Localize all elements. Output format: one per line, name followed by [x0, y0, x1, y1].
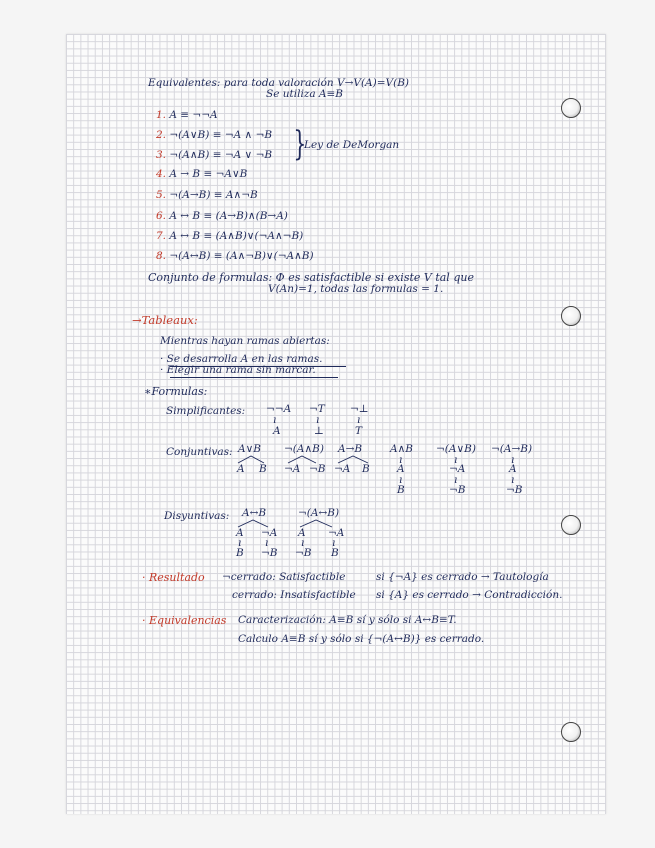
conj-bottom: ¬B: [506, 484, 523, 496]
conj-mid: ¬A: [449, 463, 466, 475]
disy-r1: ¬A: [261, 527, 278, 539]
conjunto-line-2: V(An)=1, todas las formulas = 1.: [268, 283, 444, 295]
tree-edge: ı: [399, 454, 403, 466]
binder-hole-1: [561, 98, 581, 118]
tableaux-bullet-2: · Elegir una rama sin marcar.: [160, 364, 316, 376]
tree-edge: ı: [399, 474, 403, 486]
disyuntivas-label: Disyuntivas:: [164, 510, 230, 522]
resultado-line-2a: cerrado: Insatisfactible: [232, 589, 356, 601]
conj-right: B: [259, 463, 267, 475]
conj-top: A→B: [338, 443, 363, 455]
equivalencias-bullet: · Equivalencias: [142, 614, 227, 627]
eq-number: 7.: [156, 230, 167, 242]
simp-top: ¬⊥: [350, 403, 369, 415]
conj-right: B: [362, 463, 370, 475]
tree-edge: ı: [316, 414, 320, 426]
simp-bottom: ⊥: [314, 425, 324, 437]
conj-mid: A: [509, 463, 517, 475]
tree-edge: ı: [357, 414, 361, 426]
eq-formula: ¬(A↔B) ≡ (A∧¬B)∨(¬A∧B): [169, 250, 314, 262]
simp-top: ¬T: [309, 403, 325, 415]
eq-number: 4.: [156, 168, 167, 180]
underline: [170, 377, 338, 378]
disy-l2: ¬B: [295, 547, 312, 559]
tree-edge: ı: [301, 537, 305, 549]
conjunto-line-1: Conjunto de formulas: Φ es satisfactible si existe V tal que: [148, 271, 474, 284]
eq-formula: A ≡ ¬¬A: [169, 109, 218, 121]
disy-top: A↔B: [242, 507, 267, 519]
disy-top: ¬(A↔B): [298, 507, 340, 519]
conjuntivas-label: Conjuntivas:: [166, 446, 233, 458]
tree-edge: ı: [265, 537, 269, 549]
eq-formula: ¬(A→B) ≡ A∧¬B: [169, 189, 258, 201]
eq-number: 1.: [156, 109, 167, 121]
eq-number: 5.: [156, 189, 167, 201]
formulas-title: ∗Formulas:: [144, 385, 208, 398]
tree-edge: ı: [238, 537, 242, 549]
eq-formula: ¬(A∧B) ≡ ¬A ∨ ¬B: [169, 149, 273, 161]
tree-edge: ı: [511, 454, 515, 466]
disy-l1: A: [298, 527, 306, 539]
conj-mid: A: [397, 463, 405, 475]
tree-edge: ı: [454, 474, 458, 486]
conj-top: ¬(A∨B): [436, 443, 476, 455]
binder-hole-2: [561, 306, 581, 326]
conj-top: ¬(A→B): [491, 443, 533, 455]
simp-bottom: A: [273, 425, 281, 437]
eq-number: 6.: [156, 210, 167, 222]
conj-top: ¬(A∧B): [284, 443, 324, 455]
disy-l1: A: [236, 527, 244, 539]
mientras-text: Mientras hayan ramas abiertas:: [160, 335, 330, 347]
disy-l2: B: [236, 547, 244, 559]
binder-hole-3: [561, 515, 581, 535]
notebook-page: [66, 34, 606, 814]
tree-edge: ı: [511, 474, 515, 486]
conj-left: ¬A: [334, 463, 351, 475]
eq-formula: A ↔ B ≡ (A∧B)∨(¬A∧¬B): [169, 230, 304, 242]
tree-edge: ı: [273, 414, 277, 426]
conj-right: ¬B: [309, 463, 326, 475]
conj-left: ¬A: [284, 463, 301, 475]
tree-edge: ı: [454, 454, 458, 466]
eq-number: 3.: [156, 149, 167, 161]
brace-symbol: }: [293, 124, 307, 164]
tableaux-bullet-1: · Se desarrolla A en las ramas.: [160, 353, 323, 365]
header-line-1: Equivalentes: para toda valoración V→V(A)=V(B): [148, 77, 410, 89]
header-line-2: Se utiliza A≡B: [266, 88, 344, 100]
simp-bottom: T: [355, 425, 363, 437]
eq-formula: A → B ≡ ¬A∨B: [169, 168, 248, 180]
equivalencias-line-1: Caracterización: A≡B sí y sólo si A↔B≡T.: [238, 614, 457, 626]
resultado-line-1a: ¬cerrado: Satisfactible: [222, 571, 346, 583]
binder-hole-4: [561, 722, 581, 742]
ley-demorgan: Ley de DeMorgan: [304, 139, 400, 151]
eq-number: 2.: [156, 129, 167, 141]
equivalencias-line-2: Calculo A≡B sí y sólo si {¬(A↔B)} es cerrado.: [238, 633, 485, 645]
tree-edge: ı: [332, 537, 336, 549]
disy-r2: ¬B: [261, 547, 278, 559]
eq-formula: ¬(A∨B) ≡ ¬A ∧ ¬B: [169, 129, 273, 141]
conj-top: A∨B: [238, 443, 261, 455]
conj-bottom: ¬B: [449, 484, 466, 496]
resultado-bullet: · Resultado: [142, 571, 205, 584]
eq-number: 8.: [156, 250, 167, 262]
eq-formula: A ↔ B ≡ (A→B)∧(B→A): [169, 210, 288, 222]
conj-bottom: B: [397, 484, 405, 496]
simplificantes-label: Simplificantes:: [166, 405, 246, 417]
disy-r2: B: [331, 547, 339, 559]
simp-top: ¬¬A: [266, 403, 292, 415]
conj-top: A∧B: [390, 443, 413, 455]
conj-left: A: [237, 463, 245, 475]
tableaux-title: →Tableaux:: [132, 313, 198, 327]
resultado-line-2b: si {A} es cerrado → Contradicción.: [376, 589, 563, 601]
disy-r1: ¬A: [328, 527, 345, 539]
resultado-line-1b: si {¬A} es cerrado → Tautología: [376, 571, 549, 583]
